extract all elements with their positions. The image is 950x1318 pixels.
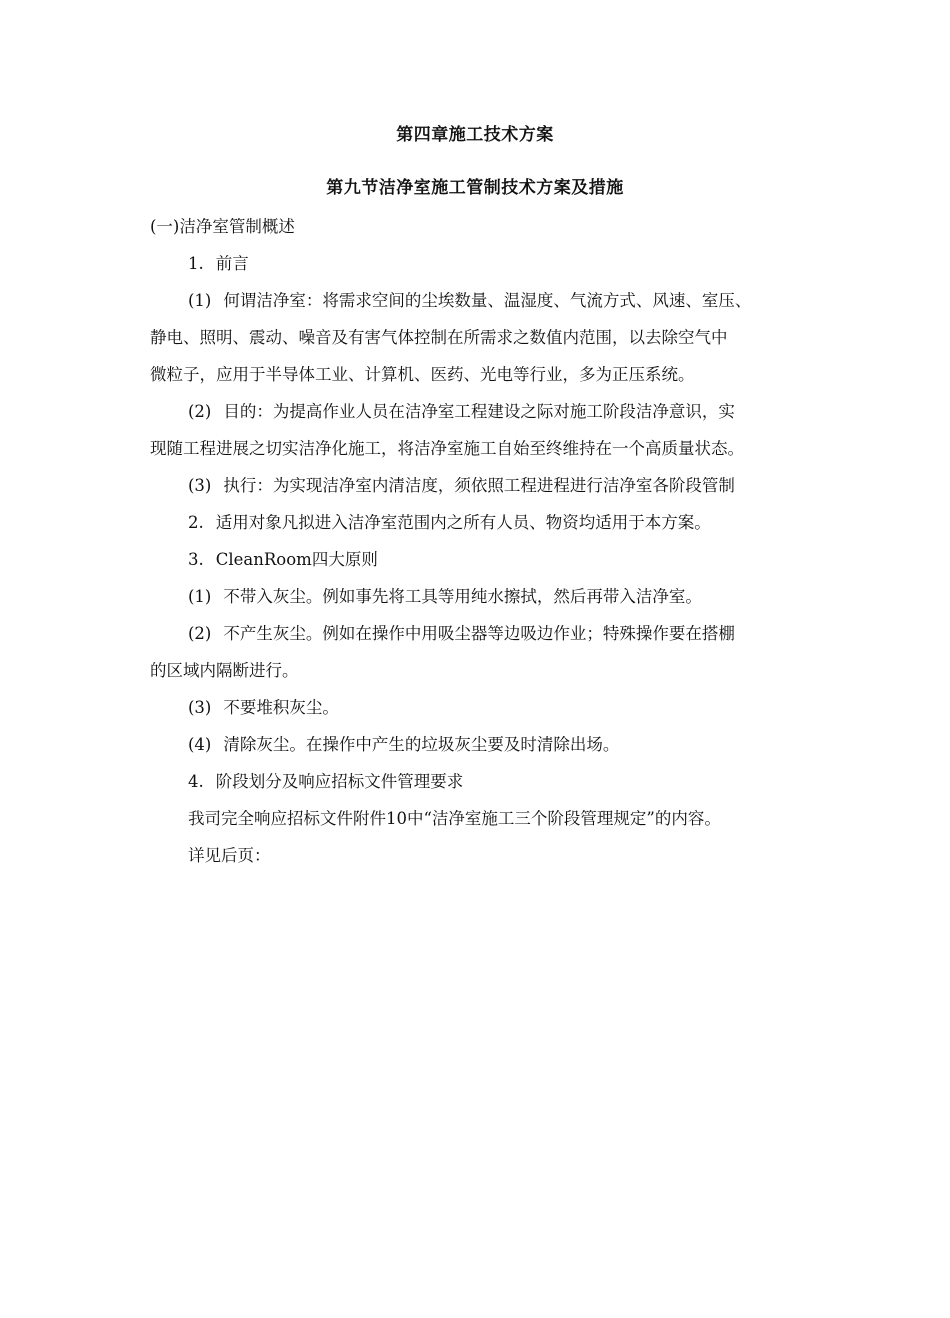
item-3-2-line-2: 的区域内隔断进行。 [150, 661, 299, 680]
item-text: 阶段划分及响应招标文件管理要求 [215, 772, 464, 791]
item-text: 不产生灰尘。例如在操作中用吸尘器等边吸边作业；特殊操作要在搭棚 [223, 624, 735, 643]
item-number: 3. [188, 550, 204, 569]
item-text: 清除灰尘。在操作中产生的垃圾灰尘要及时清除出场。 [223, 735, 620, 754]
item-number: (3) [188, 476, 212, 495]
item-text: 前言 [215, 254, 249, 273]
item-number: (1) [188, 291, 212, 310]
item-1-1-line-3: 微粒子，应用于半导体工业、计算机、医药、光电等行业，多为正压系统。 [150, 365, 695, 384]
item-number: (2) [188, 402, 212, 421]
item-text: 目的：为提高作业人员在洁净室工程建设之际对施工阶段洁净意识，实 [223, 402, 735, 421]
item-number: (3) [188, 698, 212, 717]
chapter-title: 第四章施工技术方案 [396, 125, 554, 145]
item-text: 不带入灰尘。例如事先将工具等用纯水擦拭，然后再带入洁净室。 [223, 587, 702, 606]
item-1-3 [150, 467, 820, 504]
item-text: 适用对象凡拟进入洁净室范围内之所有人员、物资均适用于本方案。 [215, 513, 711, 532]
section-title: 第九节洁净室施工管制技术方案及措施 [326, 178, 624, 198]
see-next-page-note: 详见后页： [188, 846, 271, 865]
item-text: CleanRoom四大原则 [215, 550, 378, 569]
item-number: (2) [188, 624, 212, 643]
item-3-2-line-1 [150, 615, 820, 652]
item-1-1-line-2: 静电、照明、震动、噪音及有害气体控制在所需求之数值内范围，以去除空气中 [150, 328, 728, 347]
item-2 [150, 504, 820, 541]
item-text: 执行：为实现洁净室内清洁度，须依照工程进程进行洁净室各阶段管制 [223, 476, 735, 495]
item-3-4 [150, 726, 820, 763]
item-number: 2. [188, 513, 204, 532]
document-body [150, 208, 820, 874]
item-number: (1) [188, 587, 212, 606]
item-1-2-line-1 [150, 393, 820, 430]
subsection-heading: (一)洁净室管制概述 [150, 217, 295, 236]
item-text: 不要堆积灰尘。 [223, 698, 339, 717]
item-number: 1. [188, 254, 204, 273]
item-1 [150, 245, 820, 282]
response-statement: 我司完全响应招标文件附件10中“洁净室施工三个阶段管理规定”的内容。 [188, 809, 721, 828]
item-3-1 [150, 578, 820, 615]
item-3-3 [150, 689, 820, 726]
item-4 [150, 763, 820, 800]
item-text: 何谓洁净室：将需求空间的尘埃数量、温湿度、气流方式、风速、室压、 [223, 291, 752, 310]
item-3 [150, 541, 820, 578]
item-number: (4) [188, 735, 212, 754]
item-1-1-line-1 [150, 282, 820, 319]
item-number: 4. [188, 772, 204, 791]
item-1-2-line-2: 现随工程进展之切实洁净化施工，将洁净室施工自始至终维持在一个高质量状态。 [150, 439, 744, 458]
